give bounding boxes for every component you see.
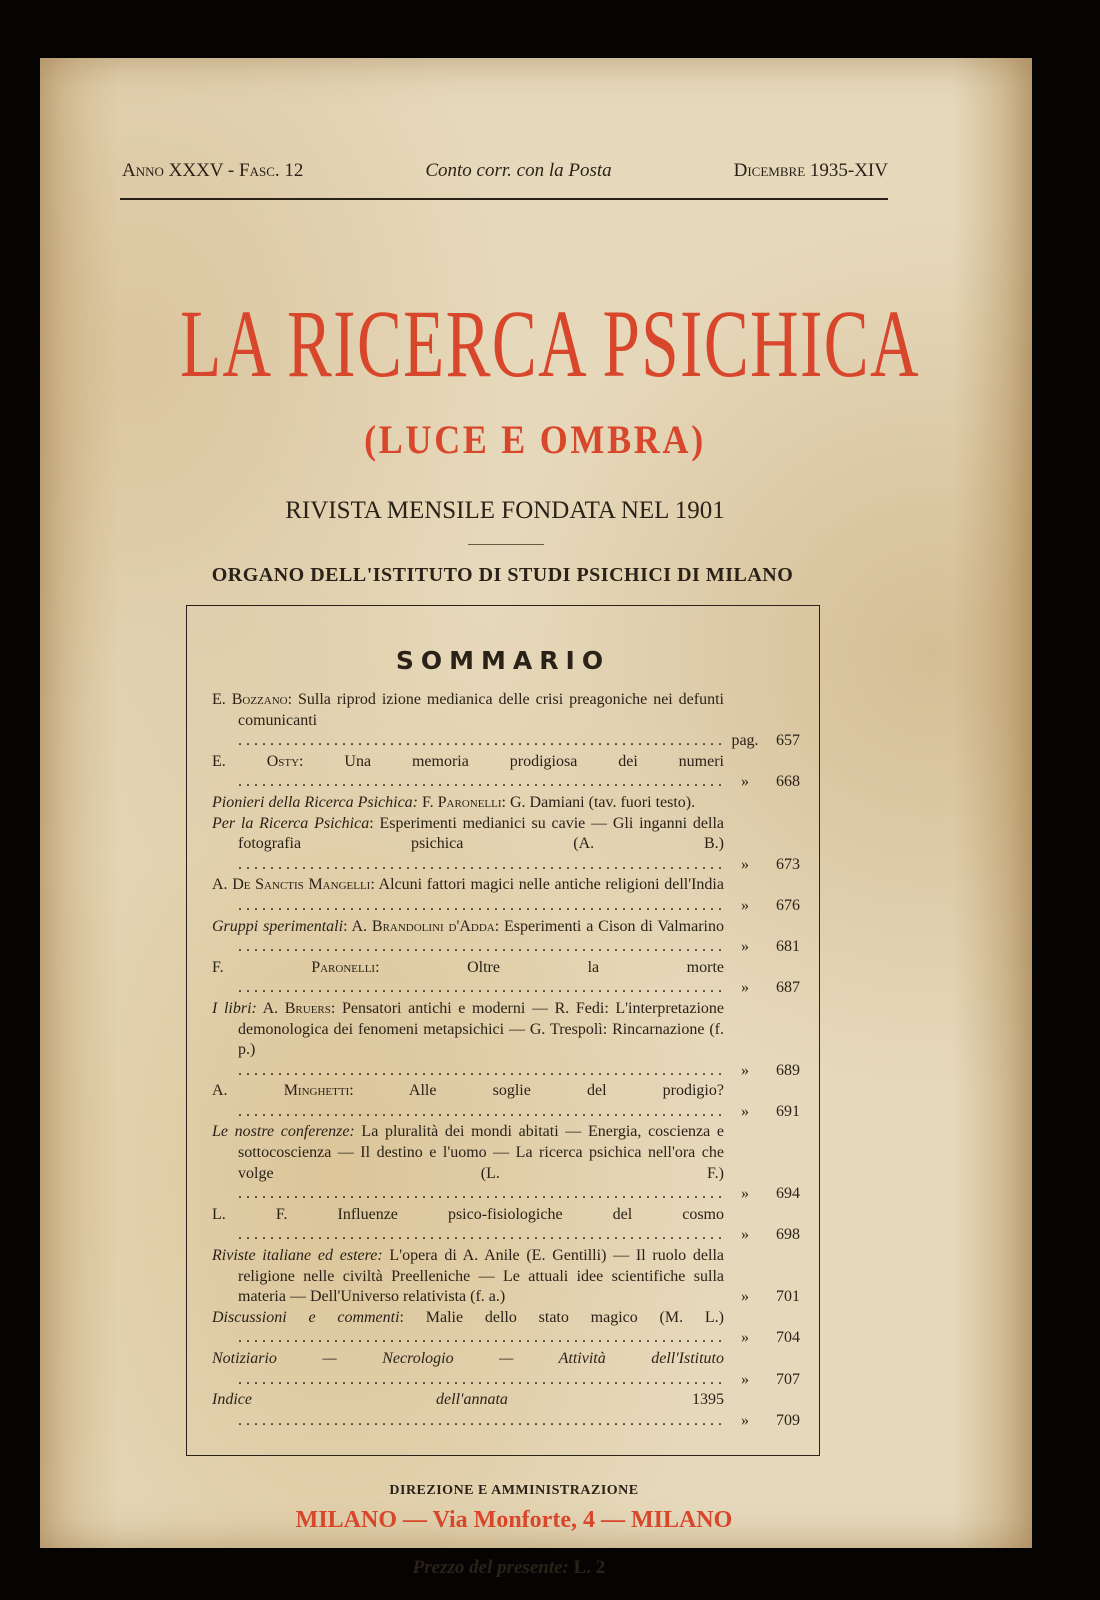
toc-entry xyxy=(212,875,802,916)
header-rule xyxy=(120,198,888,200)
entry-author: A. Minghetti xyxy=(212,1082,350,1100)
entry-title xyxy=(212,1390,724,1431)
entry-author: E. Bozzano xyxy=(212,691,288,708)
entry-text: : Una memoria prodigiosa dei numeri xyxy=(299,752,724,770)
page-marker: » xyxy=(741,938,749,956)
direction-label: DIREZIONE E AMMINISTRAZIONE xyxy=(389,1483,639,1499)
entry-text: 1395 xyxy=(507,1391,724,1409)
entry-title xyxy=(212,917,724,958)
page-number: 668 xyxy=(776,773,800,791)
toc-entry xyxy=(212,1122,802,1204)
page-marker: » xyxy=(741,1329,749,1347)
page-number: 694 xyxy=(776,1185,800,1203)
entry-title xyxy=(212,1349,724,1390)
page-number: 673 xyxy=(776,855,800,873)
entry-text: L. F. Influenze psico-fisiologiche del cosmo xyxy=(212,1205,724,1223)
entry-title xyxy=(212,958,724,999)
toc-entry xyxy=(212,690,802,752)
price-line xyxy=(0,1556,1018,1580)
tagline: RIVISTA MENSILE FONDATA NEL 1901 xyxy=(285,497,725,524)
toc-entry xyxy=(212,1081,802,1122)
contents-box xyxy=(186,605,820,1456)
page-number: 709 xyxy=(776,1411,800,1429)
page-marker: » xyxy=(741,1288,749,1306)
entry-section: Indice dell'annata xyxy=(212,1391,508,1409)
page-number: 681 xyxy=(776,938,800,956)
entry-section: Notiziario — Necrologio — Attività dell'Istituto xyxy=(212,1350,724,1367)
entry-title xyxy=(212,875,724,916)
page-marker: pag. xyxy=(731,732,759,750)
page-marker: » xyxy=(741,855,749,873)
page-marker: » xyxy=(741,1102,749,1120)
page-number: 704 xyxy=(776,1329,800,1347)
entry-title xyxy=(212,690,724,752)
entry-section: I libri: xyxy=(212,999,257,1017)
entry-text: : Esperimenti a Cison di Valmarino xyxy=(494,917,724,935)
page-marker: » xyxy=(741,1185,749,1203)
entry-text: : Alle soglie del prodigio? xyxy=(349,1082,724,1100)
toc-entry xyxy=(212,1308,802,1349)
page-marker: » xyxy=(741,1411,749,1429)
entry-title xyxy=(212,752,724,793)
entry-author: E. Osty xyxy=(212,752,300,770)
toc-entry xyxy=(212,752,802,793)
table-of-contents xyxy=(212,690,802,1431)
contents-heading: SOMMARIO xyxy=(395,646,611,675)
entry-title xyxy=(212,814,724,876)
page-number: 707 xyxy=(776,1370,800,1388)
entry-author: A. Bruers xyxy=(256,999,331,1017)
price-label: Prezzo del presente: xyxy=(412,1557,569,1579)
entry-title xyxy=(212,1308,724,1349)
toc-entry xyxy=(212,793,802,814)
entry-text: : Oltre la morte xyxy=(375,958,724,976)
page-marker: » xyxy=(741,1370,749,1388)
toc-entry xyxy=(212,958,802,999)
page-marker: » xyxy=(741,1061,749,1079)
entry-section: Discussioni e commenti xyxy=(212,1308,400,1326)
toc-entry xyxy=(212,1205,802,1246)
entry-author: F. Paronelli xyxy=(212,958,376,976)
entry-text: La pluralità dei mondi abitati — Energia, coscienza e sottocoscienza — Il destino e l'uomo — La ricerca psichica nell'ora che volge (L. F.) xyxy=(238,1123,724,1182)
entry-section: Gruppi sperimentali xyxy=(212,917,344,935)
page-number: 657 xyxy=(776,732,800,750)
entry-text: : Esperimenti medianici su cavie — Gli inganni della fotografia psichica (A. B.) xyxy=(238,814,724,853)
entry-text: : Malie dello stato magico (M. L.) xyxy=(399,1308,724,1326)
page-number: 698 xyxy=(776,1226,800,1244)
entry-author: : A. Brandolini d'Adda xyxy=(343,917,495,935)
page-number: 687 xyxy=(776,979,800,997)
toc-entry xyxy=(212,1349,802,1390)
issue-header xyxy=(122,160,888,182)
entry-section: Pionieri della Ricerca Psichica: xyxy=(212,793,419,811)
page-number: 691 xyxy=(776,1102,800,1120)
entry-title xyxy=(212,1205,724,1246)
price-value: L. 2 xyxy=(573,1557,606,1579)
magazine-subtitle: (LUCE E OMBRA) xyxy=(364,417,706,462)
organ-line: ORGANO DELL'ISTITUTO DI STUDI PSICHICI DI MILANO xyxy=(211,564,794,586)
issue-date: Dicembre 1935-XIV xyxy=(733,160,888,181)
entry-author: F. Paronelli xyxy=(418,793,502,811)
divider xyxy=(468,544,544,545)
entry-title xyxy=(212,1081,724,1122)
magazine-title: LA RICERCA PSICHICA xyxy=(180,290,920,397)
toc-entry xyxy=(212,1390,802,1431)
entry-section: Per la Ricerca Psichica xyxy=(212,814,370,832)
page-marker: » xyxy=(741,1226,749,1244)
entry-text: : Pensatori antichi e moderni — R. Fedi: L'interpretazione demonologica dei fenomeni metapsichici — G. Trespolì: Rincarnazione (f. p.) xyxy=(238,999,724,1059)
entry-text: : Alcuni fattori magici nelle antiche religioni dell'India xyxy=(370,876,724,894)
toc-entry xyxy=(212,1246,802,1308)
page-number: 701 xyxy=(776,1288,800,1306)
toc-entry xyxy=(212,917,802,958)
entry-title xyxy=(212,999,724,1081)
entry-title xyxy=(212,1122,724,1204)
entry-section: Riviste italiane ed estere: xyxy=(212,1247,383,1265)
page-number: 689 xyxy=(776,1061,800,1079)
page-marker: » xyxy=(741,979,749,997)
address: MILANO — Via Monforte, 4 — MILANO xyxy=(295,1507,733,1534)
issue-number: Anno XXXV - Fasc. 12 xyxy=(122,160,304,181)
toc-entry xyxy=(212,814,802,876)
entry-text: : G. Damiani (tav. fuori testo). xyxy=(501,793,696,811)
page-marker: » xyxy=(741,896,749,914)
entry-title xyxy=(212,1246,724,1308)
page-marker: » xyxy=(741,773,749,791)
entry-text: : Sulla riprod izione medianica delle crisi preagoniche nei defunti comunicanti xyxy=(238,691,724,729)
entry-title xyxy=(212,793,724,814)
entry-section: Le nostre conferenze: xyxy=(212,1123,355,1141)
page-number: 676 xyxy=(776,896,800,914)
toc-entry xyxy=(212,999,802,1081)
lower-column xyxy=(0,605,1100,1580)
entry-text: L'opera di A. Anile (E. Gentilli) — Il ruolo della religione nelle civiltà Preelleniche — Le attuali idee scientifiche sulla materia — Dell'Universo relativista (f. a.) xyxy=(238,1247,724,1306)
postal-account: Conto corr. con la Posta xyxy=(425,160,612,181)
entry-author: A. De Sanctis Mangelli xyxy=(212,876,371,894)
